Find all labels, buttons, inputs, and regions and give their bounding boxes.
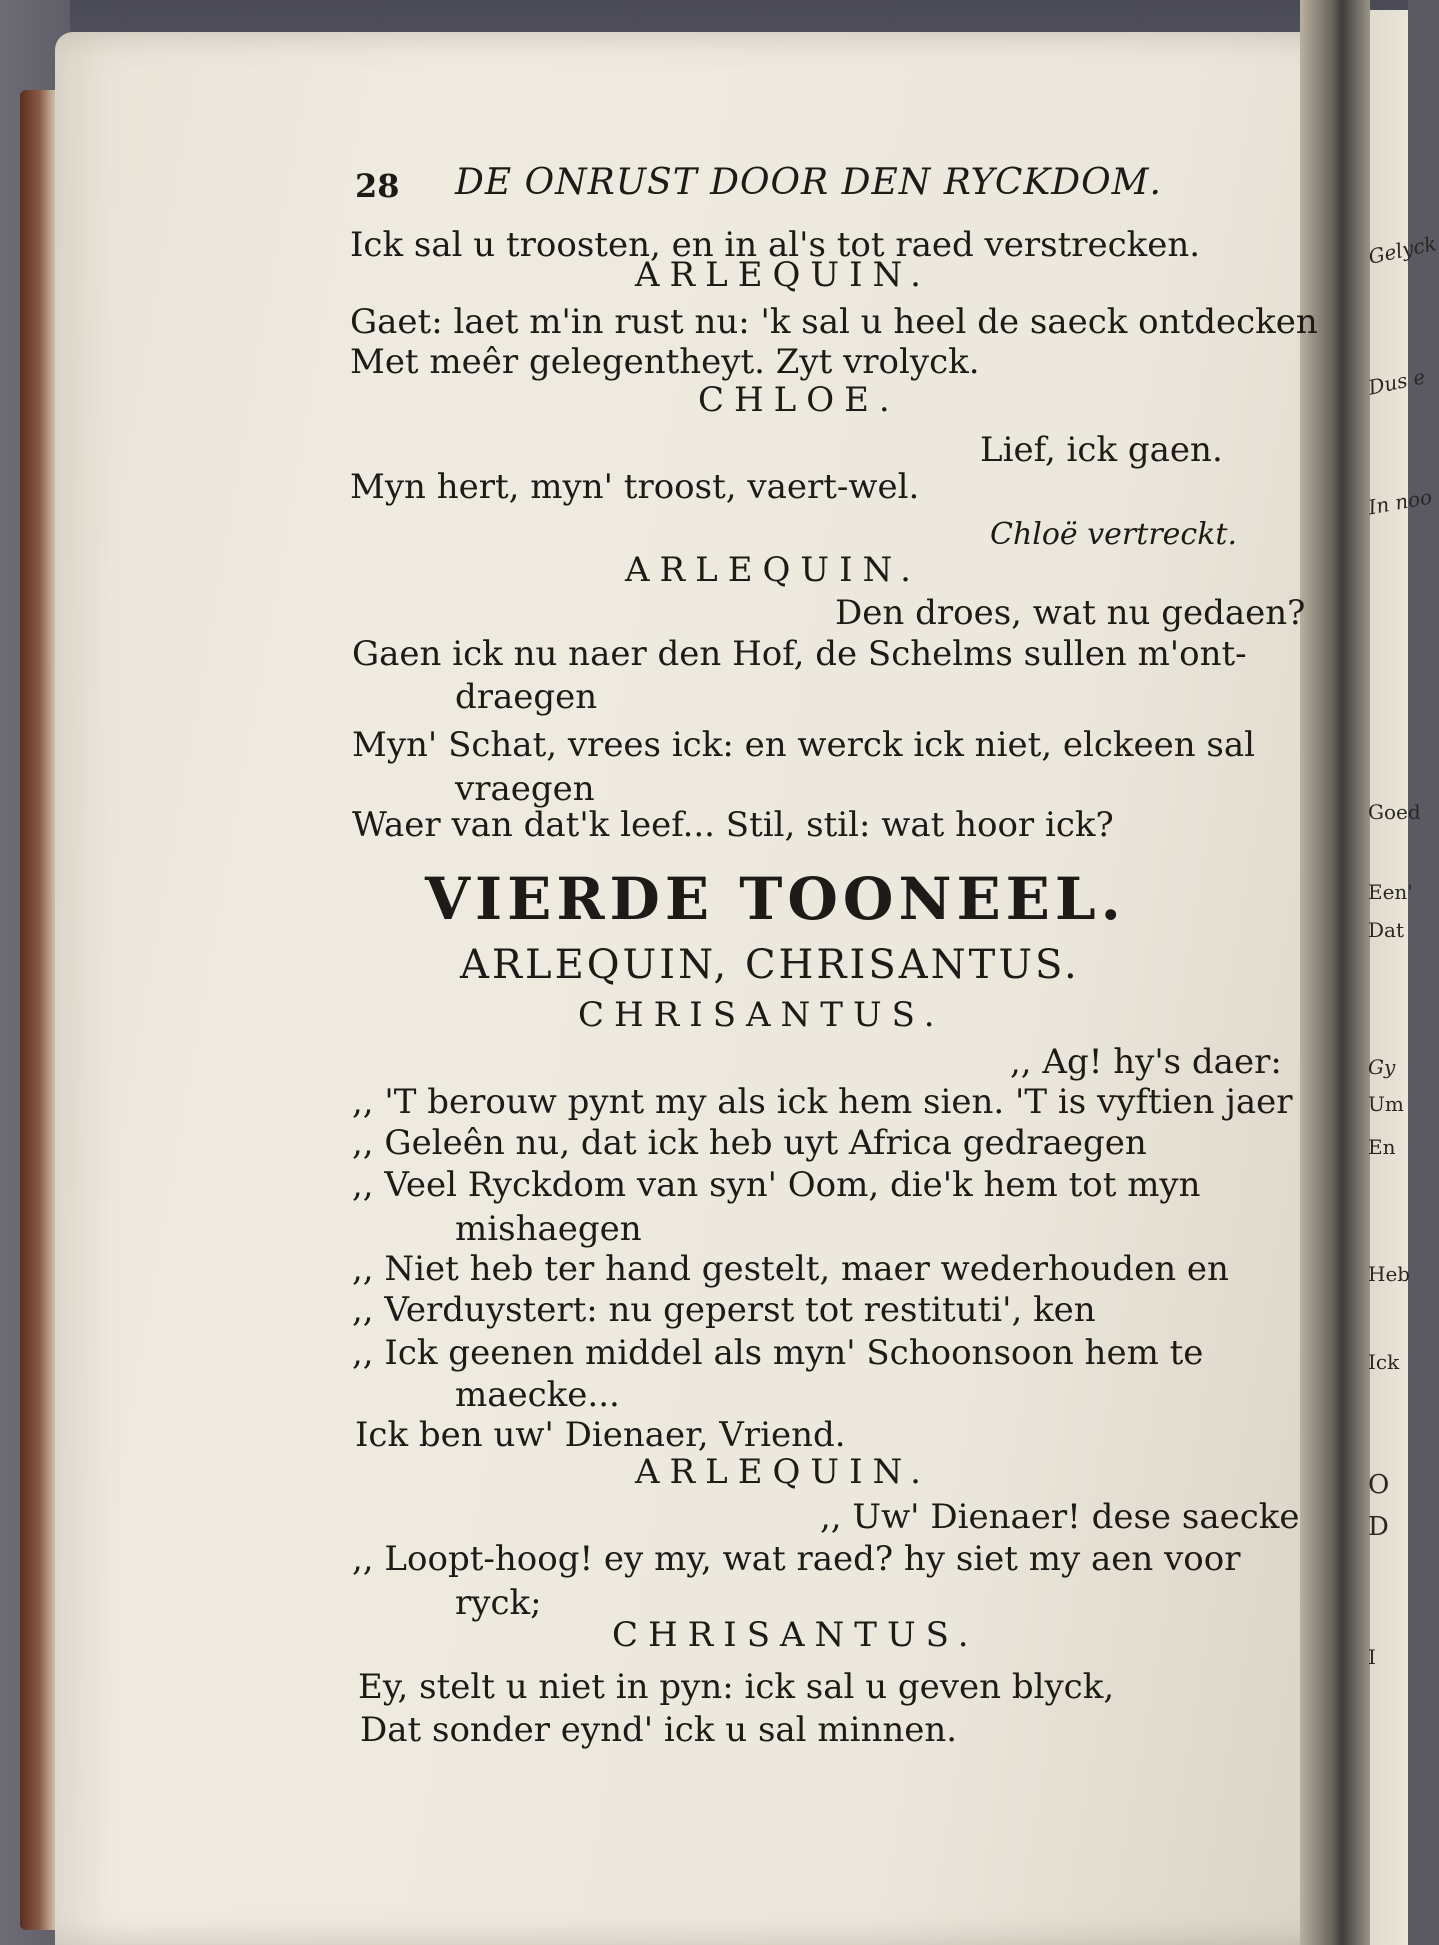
verse-line: Gaet: laet m'in rust nu: 'k sal u heel de saeck ontdecken	[350, 302, 1318, 342]
verse-line: ryck;	[455, 1583, 542, 1623]
facing-fragment: Heb	[1368, 1262, 1411, 1286]
scene-cast: ARLEQUIN, CHRISANTUS.	[460, 942, 1080, 988]
verse-line: Gaen ick nu naer den Hof, de Schelms sullen m'ont-	[352, 634, 1247, 674]
verse-line: ,, Loopt-hoog! ey my, wat raed? hy siet my aen voor	[352, 1539, 1241, 1579]
verse-line: ,, Verduystert: nu geperst tot restituti', ken	[352, 1290, 1096, 1330]
verse-line: ,, 'T berouw pynt my als ick hem sien. 'T is vyftien jaer	[352, 1082, 1293, 1122]
verse-line: maecke...	[455, 1375, 620, 1415]
verse-line: Den droes, wat nu gedaen?	[835, 593, 1306, 633]
speaker-name: CHRISANTUS.	[612, 1615, 979, 1655]
facing-fragment: Gy	[1368, 1055, 1396, 1079]
facing-fragment: Goed	[1368, 800, 1421, 824]
facing-fragment: Um	[1368, 1092, 1404, 1116]
verse-line: Met meêr gelegentheyt. Zyt vrolyck.	[350, 342, 980, 382]
verse-line: vraegen	[455, 769, 595, 809]
verse-line: Ick sal u troosten, en in al's tot raed verstrecken.	[350, 225, 1201, 265]
verse-line: Waer van dat'k leef... Stil, stil: wat hoor ick?	[352, 805, 1114, 845]
verse-line: ,, Ick geenen middel als myn' Schoonsoon hem te	[352, 1333, 1204, 1373]
verse-line: Dat sonder eynd' ick u sal minnen.	[360, 1710, 958, 1750]
verse-line: draegen	[455, 677, 598, 717]
facing-fragment: Gelyck	[1366, 231, 1439, 269]
facing-fragment: Een'	[1368, 880, 1413, 904]
verse-line: Myn hert, myn' troost, vaert-wel.	[350, 467, 920, 507]
scene-title: VIERDE TOONEEL.	[425, 865, 1126, 933]
verse-line: Lief, ick gaen.	[980, 430, 1223, 470]
running-head-title: DE ONRUST DOOR DEN RYCKDOM.	[455, 162, 1162, 203]
facing-fragment: Dus e	[1366, 364, 1428, 400]
verse-line: Ey, stelt u niet in pyn: ick sal u geven blyck,	[358, 1667, 1115, 1707]
verse-line: Myn' Schat, vrees ick: en werck ick niet, elckeen sal	[352, 725, 1256, 765]
facing-fragment: Dat	[1368, 918, 1404, 942]
verse-line: ,, Geleên nu, dat ick heb uyt Africa gedraegen	[352, 1123, 1147, 1163]
facing-fragment: Ick	[1368, 1350, 1400, 1374]
stage-direction: Chloë vertreckt.	[990, 517, 1237, 552]
page-number: 28	[355, 167, 400, 205]
verse-line: Ick ben uw' Dienaer, Vriend.	[355, 1415, 846, 1455]
speaker-name: CHLOE.	[698, 380, 900, 420]
facing-fragment: En	[1368, 1135, 1396, 1159]
verse-line: ,, Niet heb ter hand gestelt, maer wederhouden en	[352, 1249, 1229, 1289]
verse-line: ,, Ag! hy's daer:	[1010, 1042, 1282, 1082]
speaker-name: CHRISANTUS.	[578, 995, 945, 1035]
verse-line: mishaegen	[455, 1209, 642, 1249]
facing-fragment: I	[1368, 1645, 1376, 1669]
verse-line: ,, Uw' Dienaer! dese saecke	[820, 1497, 1300, 1537]
verse-line: ,, Veel Ryckdom van syn' Oom, die'k hem tot myn	[352, 1165, 1201, 1205]
facing-fragment: In noo	[1366, 484, 1434, 520]
speaker-name: ARLEQUIN.	[625, 550, 921, 590]
speaker-name: ARLEQUIN.	[635, 255, 931, 295]
facing-fragment: D	[1368, 1512, 1389, 1542]
speaker-name: ARLEQUIN.	[635, 1452, 931, 1492]
facing-fragment: O	[1368, 1470, 1390, 1500]
